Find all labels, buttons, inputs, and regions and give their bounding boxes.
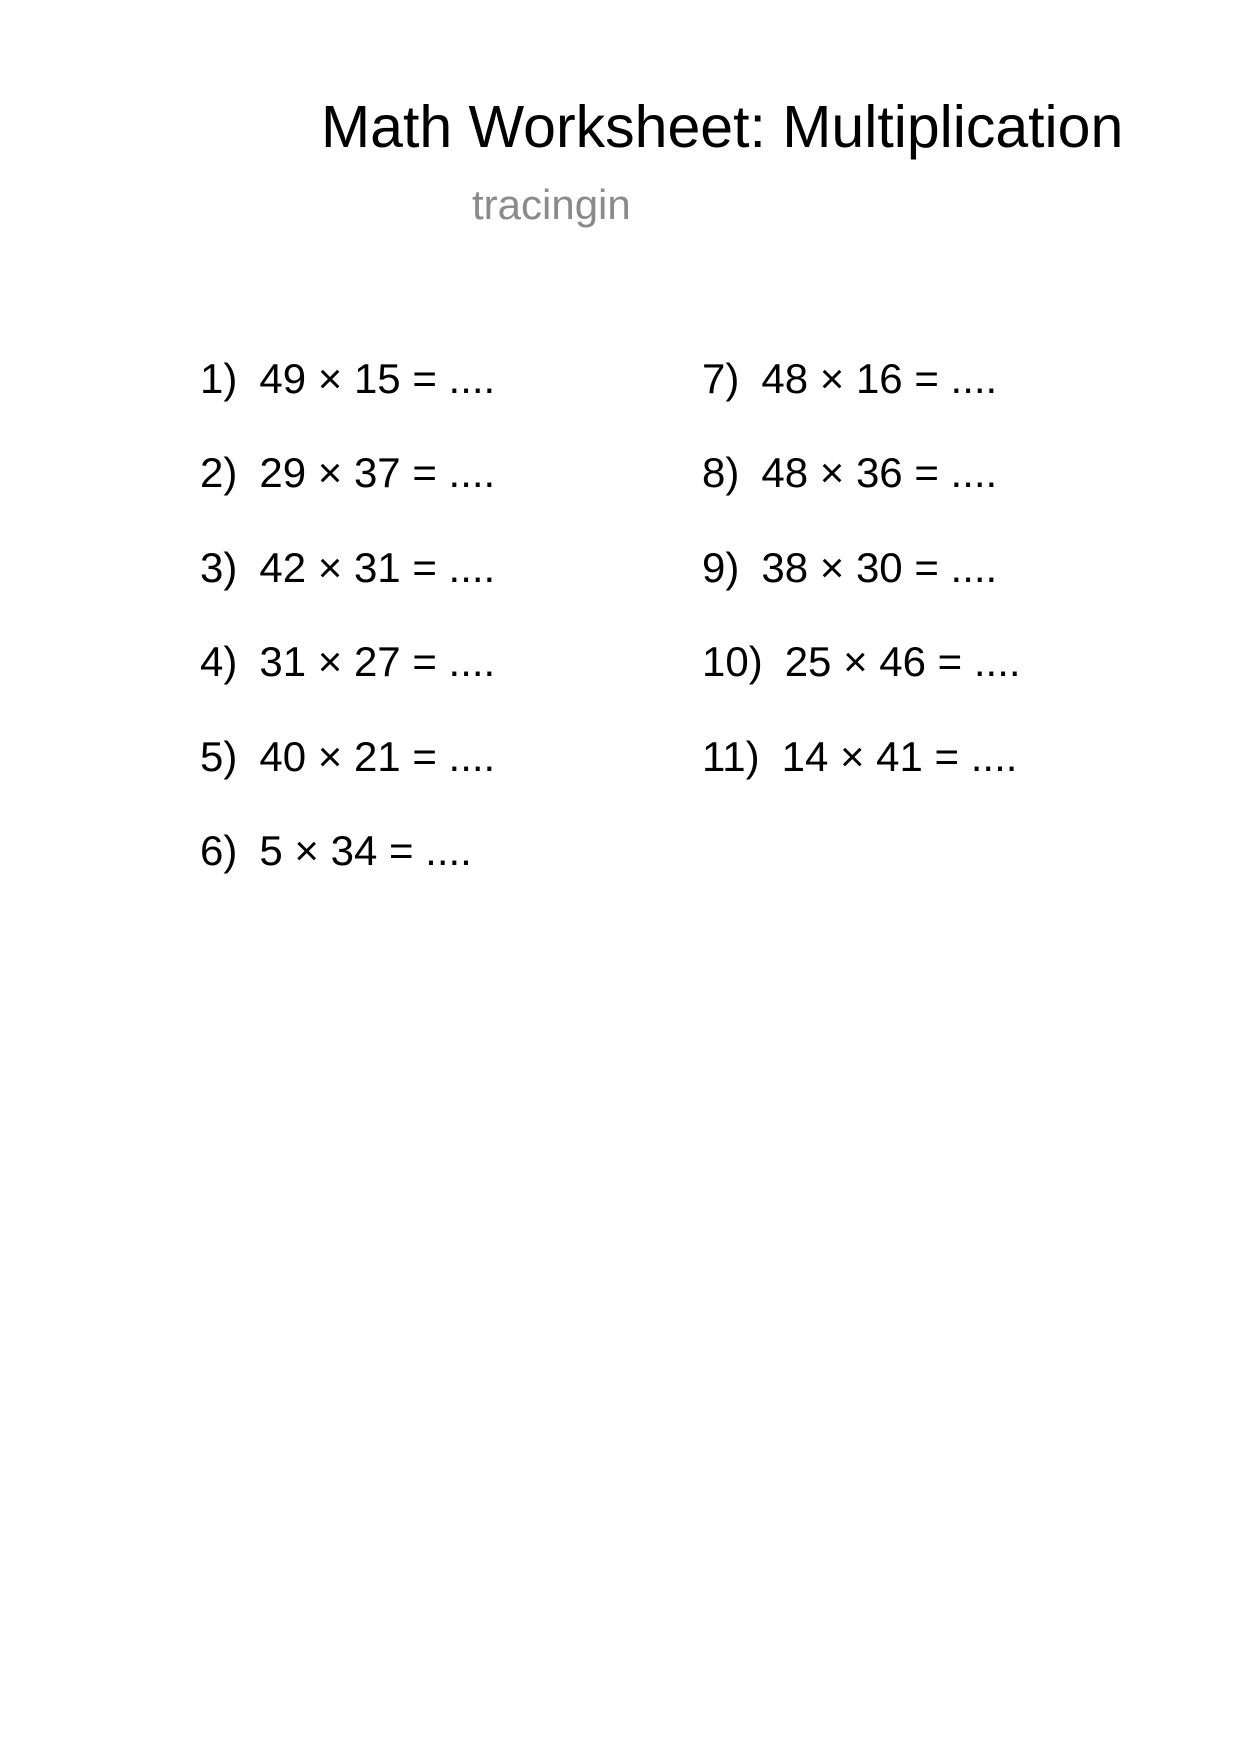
problem-item [702, 355, 998, 402]
problem-expression: 42 × 31 = .... [259, 544, 496, 591]
problem-number: 4) [200, 638, 238, 685]
problem-expression: 38 × 30 = .... [761, 544, 998, 591]
problem-expression: 40 × 21 = .... [259, 733, 496, 780]
worksheet-subtitle: tracingin [472, 181, 631, 228]
problem-item [702, 638, 1021, 685]
problem-number: 5) [200, 733, 238, 780]
problem-item [200, 544, 496, 591]
problem-number: 8) [702, 449, 740, 496]
problem-expression: 48 × 16 = .... [761, 355, 998, 402]
problem-expression: 48 × 36 = .... [761, 449, 998, 496]
problem-item [200, 827, 472, 874]
problem-number: 6) [200, 827, 238, 874]
problem-item [702, 449, 998, 496]
problem-number: 9) [702, 544, 740, 591]
problem-item [200, 449, 496, 496]
problem-number: 3) [200, 544, 238, 591]
problem-expression: 14 × 41 = .... [781, 733, 1018, 780]
problem-expression: 29 × 37 = .... [259, 449, 496, 496]
problem-item [200, 733, 496, 780]
problem-expression: 49 × 15 = .... [259, 355, 496, 402]
worksheet-title: Math Worksheet: Multiplication [321, 94, 1124, 160]
problem-number: 10) [702, 638, 763, 685]
problem-number: 1) [200, 355, 238, 402]
problem-number: 11) [702, 733, 760, 780]
problem-number: 2) [200, 449, 238, 496]
problem-item [702, 544, 998, 591]
problem-item [702, 733, 1018, 780]
problem-item [200, 638, 496, 685]
problem-expression: 5 × 34 = .... [259, 827, 472, 874]
problem-expression: 25 × 46 = .... [784, 638, 1021, 685]
problem-expression: 31 × 27 = .... [259, 638, 496, 685]
problem-number: 7) [702, 355, 740, 402]
problem-item [200, 355, 496, 402]
